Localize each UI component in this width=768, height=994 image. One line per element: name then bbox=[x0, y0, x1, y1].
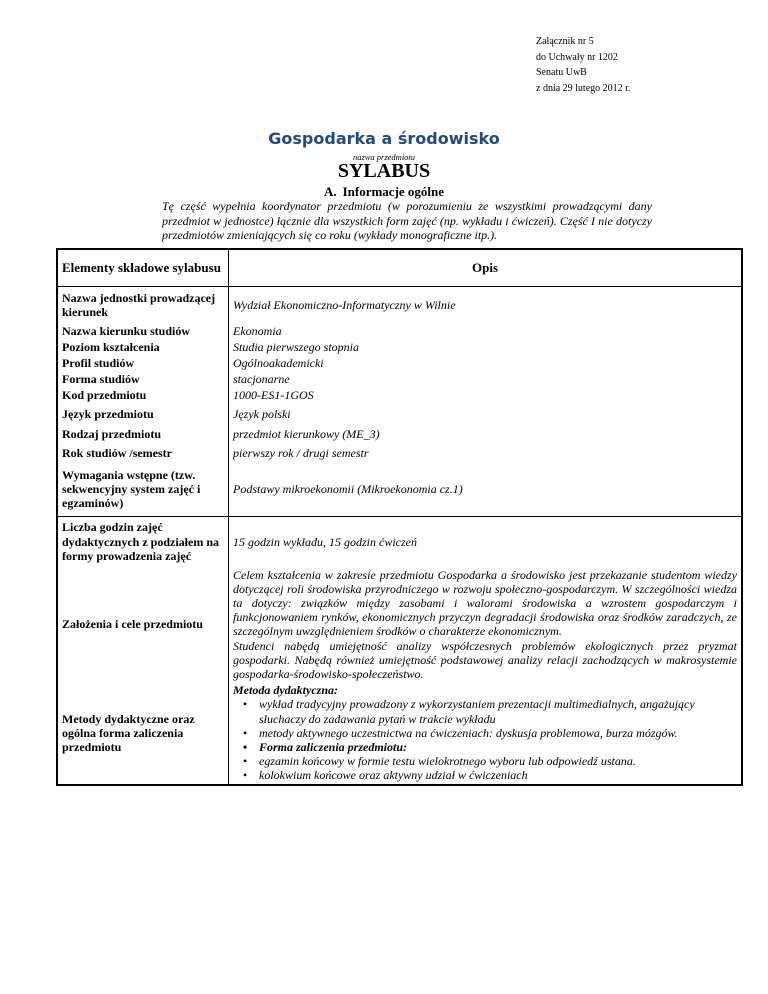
annex-line: do Uchwały nr 1202 bbox=[536, 51, 618, 63]
annex-line: Załącznik nr 5 bbox=[536, 36, 594, 47]
intro-text: Tę część wypełnia koordynator przedmiotu (w porozumieniu ze wszystkimi prowadzącymi dany przedmiot w jednostce) łącznie dla wszystkich form zajęć (np. wykładu i ćwiczeń). Część I nie dotyczy przedmiotów zmieniających się co roku (wykłady monograficzne itp.). bbox=[162, 199, 652, 242]
row-label: Forma studiów bbox=[57, 371, 229, 387]
row-value: Ekonomia bbox=[233, 323, 282, 338]
row-label: Rok studiów /semestr bbox=[57, 444, 229, 463]
table-row bbox=[57, 355, 742, 371]
methods-item: • wykład tradycyjny prowadzony z wykorzystaniem prezentacji multimedialnych, angażujący słuchaczy do zadawania pytań w trakcie wykładu bbox=[233, 697, 737, 725]
section-heading bbox=[0, 184, 768, 200]
goals-text: Studenci nabędą umiejętność analizy współczesnych problemów ekologicznych przez pryzmat gospodarki. Nabędą również umiejętność podstawowej analizy relacji zachodzących w makrosystemie gospodarka-środowisko-społeczeństwo. bbox=[233, 638, 737, 681]
annex-line: z dnia 29 lutego 2012 r. bbox=[536, 82, 631, 94]
row-value: Ogólnoakademicki bbox=[233, 355, 324, 370]
table-header-row bbox=[57, 249, 742, 287]
row-value: 1000-ES1-1GOS bbox=[233, 388, 314, 403]
annex-line: Senatu UwB bbox=[536, 67, 587, 78]
table-row bbox=[57, 371, 742, 387]
methods-item: • metody aktywnego uczestnictwa na ćwiczeniach: dyskusja problemowa, burza mózgów. bbox=[233, 726, 737, 740]
header-value: Opis bbox=[229, 249, 743, 287]
annex-note bbox=[536, 34, 630, 96]
subject-name: Gospodarka a środowisko bbox=[268, 129, 500, 148]
goals-row bbox=[57, 567, 742, 683]
row-value: Podstawy mikroekonomii (Mikroekonomia cz.1) bbox=[233, 482, 463, 497]
methods-row bbox=[57, 682, 742, 784]
row-value: pierwszy rok / drugi semestr bbox=[233, 445, 369, 460]
methods-heading: Metoda dydaktyczna: bbox=[233, 683, 338, 698]
document-title: SYLABUS bbox=[337, 160, 431, 182]
row-label: Kod przedmiotu bbox=[57, 387, 229, 403]
table-row bbox=[57, 463, 742, 517]
table-row bbox=[57, 323, 742, 339]
table-row bbox=[57, 387, 742, 403]
row-value: 15 godzin wykładu, 15 godzin ćwiczeń bbox=[229, 517, 743, 567]
section-number: A. bbox=[323, 184, 337, 199]
row-label: Rodzaj przedmiotu bbox=[57, 425, 229, 444]
row-label: Język przedmiotu bbox=[57, 404, 229, 425]
methods-item: • kolokwium końcowe oraz aktywny udział w ćwiczeniach bbox=[233, 768, 737, 782]
goals-description bbox=[229, 567, 743, 683]
row-label: Poziom kształcenia bbox=[57, 339, 229, 355]
table-row bbox=[57, 339, 742, 355]
goals-label: Założenia i cele przedmiotu bbox=[57, 567, 229, 683]
syllabus-table bbox=[56, 248, 743, 786]
row-value: przedmiot kierunkowy (ME_3) bbox=[233, 426, 380, 441]
row-value: stacjonarne bbox=[233, 372, 290, 387]
row-label: Liczba godzin zajęć dydaktycznych z podziałem na formy prowadzenia zajęć bbox=[57, 517, 229, 567]
row-label: Nazwa jednostki prowadzącej kierunek bbox=[57, 287, 229, 323]
table-row bbox=[57, 287, 742, 323]
section-title: Informacje ogólne bbox=[342, 184, 445, 199]
methods-label: Metody dydaktyczne oraz ogólna forma zaliczenia przedmiotu bbox=[57, 682, 229, 784]
goals-text: Celem kształcenia w zakresie przedmiotu Gospodarka a środowisko jest przekazanie studentom wiedzy dotyczącej roli środowiska przyrodniczego w rozwoju społeczno-gospodarczym. W szczególności wiedza ta dotyczy: związków między zasobami i walorami środowiska a wzrostem gospodarczym i funkcjonowaniem rynków, ekonomicznych przyczyn degradacji środowiska oraz środków zaradczych, ze szczególnym uwzględnieniem środków o charakterze ekonomicznym. bbox=[233, 567, 737, 639]
row-value: Wydział Ekonomiczno-Informatyczny w Wilnie bbox=[233, 297, 456, 312]
subject-caption: nazwa przedmiotu bbox=[352, 152, 416, 162]
methods-description bbox=[229, 682, 743, 784]
table-row bbox=[57, 517, 742, 567]
table-row bbox=[57, 425, 742, 444]
row-label: Nazwa kierunku studiów bbox=[57, 323, 229, 339]
table-row bbox=[57, 404, 742, 425]
assessment-heading: • Forma zaliczenia przedmiotu: bbox=[233, 740, 737, 754]
header-label: Elementy składowe sylabusu bbox=[57, 249, 229, 287]
methods-item: • egzamin końcowy w formie testu wielokrotnego wyboru lub odpowiedź ustana. bbox=[233, 754, 737, 768]
row-value: Język polski bbox=[233, 406, 291, 421]
row-label: Profil studiów bbox=[57, 355, 229, 371]
row-value: Studia pierwszego stopnia bbox=[233, 339, 360, 354]
table-row bbox=[57, 444, 742, 463]
methods-list bbox=[233, 697, 737, 782]
row-label: Wymagania wstępne (tzw. sekwencyjny system zajęć i egzaminów) bbox=[57, 463, 229, 517]
